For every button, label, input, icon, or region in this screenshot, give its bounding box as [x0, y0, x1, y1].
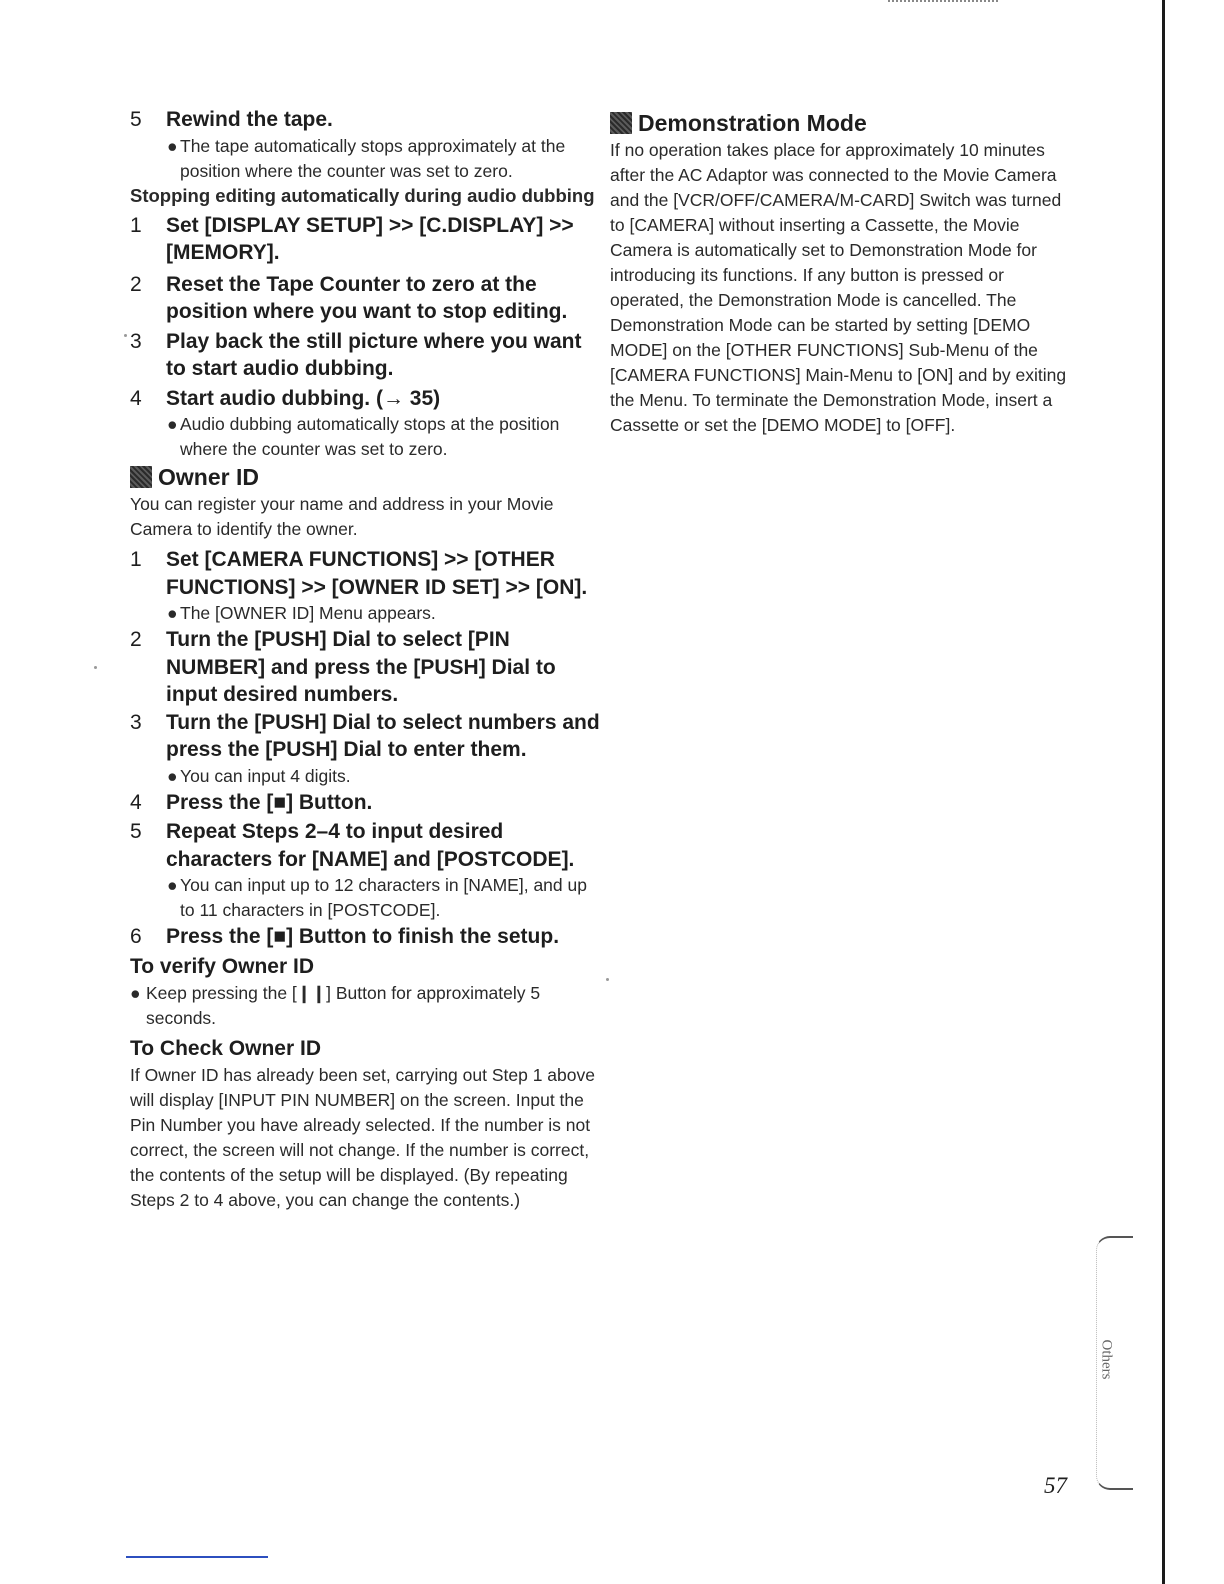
verify-note — [130, 981, 600, 1031]
auto-step-4 — [130, 385, 600, 413]
bullet-icon: ● — [130, 982, 141, 1003]
note-text: You can input up to 12 characters in [NAME], and up to 11 characters in [POSTCODE]. — [180, 875, 587, 920]
section-marker-icon — [130, 466, 152, 488]
scan-speck — [124, 334, 127, 337]
check-text: If Owner ID has already been set, carrying out Step 1 above will display [INPUT PIN NUMBER] on the screen. Input the Pin Number you have already selected. If the number is not correct, the screen will not change. If the number is correct, the contents of the setup will be displayed. (By repeating Steps 2 to 4 above, you can change the contents.) — [130, 1064, 595, 1210]
owner-intro: You can register your name and address in your Movie Camera to identify the owner. — [130, 494, 554, 539]
step-text: Set [CAMERA FUNCTIONS] >> [OTHER FUNCTIONS] >> [OWNER ID SET] >> [ON]. — [166, 548, 588, 599]
check-heading: To Check Owner ID — [130, 1036, 321, 1060]
section-marker-icon — [610, 112, 632, 134]
step-text: Press the [■] Button. — [166, 790, 373, 814]
owner-step-3 — [130, 709, 600, 764]
section-side-tab — [1092, 1236, 1132, 1486]
demo-mode-title — [610, 108, 1080, 138]
step-text: Press the [■] Button to finish the setup. — [166, 925, 560, 948]
owner-step-1-note — [130, 601, 600, 626]
note-text: You can input 4 digits. — [180, 765, 351, 786]
step-number: 5 — [130, 108, 142, 131]
owner-id-title — [130, 462, 600, 492]
step-number: 1 — [130, 213, 142, 237]
note-text: Audio dubbing automatically stops at the position where the counter was set to zero. — [180, 414, 560, 459]
step-number: 2 — [130, 272, 142, 296]
owner-step-2 — [130, 626, 600, 709]
section-title-text: Demonstration Mode — [638, 110, 867, 136]
step-number: 4 — [130, 790, 142, 814]
step-number: 3 — [130, 329, 142, 353]
step-text: Turn the [PUSH] Dial to select [PIN NUMBER] and press the [PUSH] Dial to input desired numbers. — [166, 628, 556, 706]
auto-step-2 — [130, 271, 600, 326]
top-edge-mark — [888, 0, 998, 5]
verify-heading: To verify Owner ID — [130, 954, 314, 978]
scan-speck — [94, 666, 97, 669]
step-number: 3 — [130, 710, 142, 734]
owner-step-6 — [130, 923, 600, 951]
step-number: 1 — [130, 548, 142, 571]
step-number: 5 — [130, 820, 142, 843]
step-text: Set [DISPLAY SETUP] >> [C.DISPLAY] >> [MEMORY]. — [166, 213, 574, 264]
section-title-text: Owner ID — [158, 464, 259, 490]
bottom-rule — [126, 1556, 268, 1558]
step-text: Repeat Steps 2–4 to input desired characters for [NAME] and [POSTCODE]. — [166, 820, 575, 871]
auto-stop-heading: Stopping editing automatically during audio dubbing — [130, 184, 595, 206]
scan-speck — [606, 978, 609, 981]
step-number: 2 — [130, 628, 142, 651]
owner-step-1 — [130, 546, 600, 601]
side-tab-label: Others — [1098, 1339, 1115, 1380]
bullet-icon: ● — [167, 765, 178, 786]
right-column — [610, 108, 1080, 438]
page-edge-border — [1162, 0, 1165, 1584]
demo-text: If no operation takes place for approximately 10 minutes after the AC Adaptor was connected to the Movie Camera and the [VCR/OFF/CAMERA/M-CARD] Switch was turned to [CAMERA] without inserting a Cassette, the Movie Camera is automatically set to Demonstration Mode for introducing its functions. If any button is pressed or operated, the Demonstration Mode is cancelled. The Demonstration Mode can be started by setting [DEMO MODE] on the [OTHER FUNCTIONS] Sub-Menu of the [CAMERA FUNCTIONS] Main-Menu to [ON] and by exiting the Menu. To terminate the Demonstration Mode, insert a Cassette or set the [DEMO MODE] to [OFF]. — [610, 140, 1067, 435]
note-text: The tape automatically stops approximately at the position where the counter was set to zero. — [180, 135, 566, 181]
step-text: Play back the still picture where you want to start audio dubbing. — [166, 329, 582, 380]
step-text: Rewind the tape. — [166, 108, 333, 131]
rewind-note — [130, 134, 600, 184]
auto-step-1 — [130, 212, 600, 267]
bullet-icon: ● — [167, 135, 178, 156]
bullet-icon: ● — [167, 414, 178, 434]
bullet-icon: ● — [167, 875, 178, 895]
bullet-icon: ● — [167, 603, 178, 623]
auto-note — [130, 412, 600, 462]
step-text: Start audio dubbing. (→ 35) — [166, 386, 441, 410]
owner-step-5-note — [130, 873, 600, 923]
left-column — [130, 106, 600, 1213]
note-text: Keep pressing the [❙❙] Button for approximately 5 seconds. — [146, 982, 541, 1028]
step-text: Reset the Tape Counter to zero at the position where you want to stop editing. — [166, 272, 568, 323]
owner-step-5 — [130, 818, 600, 873]
step-number: 4 — [130, 386, 142, 410]
rewind-step — [130, 106, 600, 134]
page-number: 57 — [1044, 1473, 1067, 1498]
owner-step-4 — [130, 789, 600, 817]
step-number: 6 — [130, 925, 142, 948]
auto-step-3 — [130, 328, 600, 383]
owner-step-3-note — [130, 764, 600, 789]
note-text: The [OWNER ID] Menu appears. — [180, 603, 436, 623]
step-text: Turn the [PUSH] Dial to select numbers and press the [PUSH] Dial to enter them. — [166, 710, 600, 761]
